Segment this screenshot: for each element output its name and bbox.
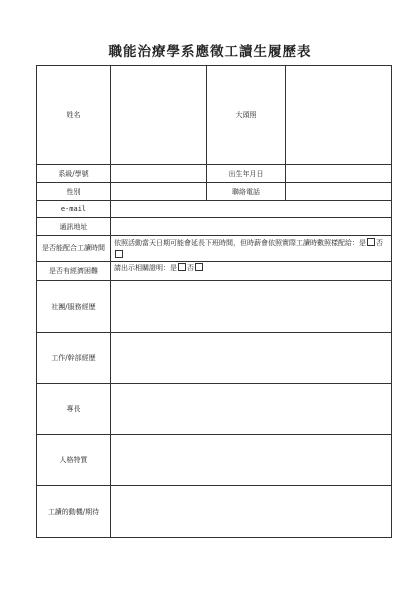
gender-label-cell bbox=[37, 183, 111, 201]
hardship-field bbox=[111, 262, 392, 281]
row-dept-birth bbox=[37, 165, 392, 183]
phone-label-cell bbox=[207, 183, 286, 201]
gender-label: 性別 bbox=[66, 187, 81, 196]
name-field[interactable] bbox=[111, 66, 207, 165]
hardship-label-cell bbox=[37, 262, 111, 281]
personality-field[interactable] bbox=[111, 435, 392, 486]
email-label-cell bbox=[37, 201, 111, 218]
email-field[interactable] bbox=[111, 201, 392, 218]
hardship-no-label: 否 bbox=[187, 264, 194, 272]
skills-label-cell bbox=[37, 384, 111, 435]
phone-field[interactable] bbox=[286, 183, 392, 201]
birthdate-label-cell bbox=[207, 165, 286, 183]
birthdate-label: 出生年月日 bbox=[228, 169, 264, 178]
overtime-label: 是否能配合工讀時間 bbox=[42, 244, 105, 252]
row-work bbox=[37, 333, 392, 384]
dept-id-label: 系級/學號 bbox=[58, 169, 89, 178]
personality-label: 人格特質 bbox=[59, 456, 88, 464]
phone-label: 聯絡電話 bbox=[232, 187, 260, 196]
row-clubs bbox=[37, 281, 392, 333]
form-title: 職能治療學系應徵工讀生履歷表 bbox=[108, 44, 312, 60]
photo-field[interactable] bbox=[286, 66, 392, 165]
row-personality bbox=[37, 435, 392, 486]
hardship-note: 請出示相關證明：是 bbox=[114, 264, 177, 272]
row-address bbox=[37, 218, 392, 236]
photo-label: 大頭照 bbox=[235, 111, 257, 119]
overtime-yes-checkbox[interactable] bbox=[367, 238, 375, 246]
row-gender-phone bbox=[37, 183, 392, 201]
row-email bbox=[37, 201, 392, 218]
address-label: 通訊地址 bbox=[59, 222, 88, 231]
row-motivation bbox=[37, 486, 392, 538]
overtime-no-label: 否 bbox=[376, 238, 383, 247]
email-label: e-mail bbox=[60, 205, 87, 213]
clubs-label: 社團/服務經歷 bbox=[51, 302, 96, 311]
work-label: 工作/幹部經歷 bbox=[51, 354, 96, 362]
dept-id-field[interactable] bbox=[111, 165, 207, 183]
photo-label-cell bbox=[207, 66, 286, 165]
gender-field[interactable] bbox=[111, 183, 207, 201]
name-label: 姓名 bbox=[66, 111, 81, 119]
resume-form-table bbox=[36, 65, 392, 538]
motivation-label-cell bbox=[37, 486, 111, 538]
address-field[interactable] bbox=[111, 218, 392, 236]
row-skills bbox=[37, 384, 392, 435]
overtime-note: 依照活動當天日期可能會延長下班時間，但時薪會依照實際工讀時數照樣配給：是 bbox=[114, 238, 366, 247]
overtime-field bbox=[111, 236, 392, 262]
hardship-yes-checkbox[interactable] bbox=[178, 263, 186, 271]
motivation-label: 工讀的動機/期待 bbox=[47, 507, 100, 516]
clubs-label-cell bbox=[37, 281, 111, 333]
address-label-cell bbox=[37, 218, 111, 236]
name-label-cell bbox=[37, 66, 111, 165]
row-hardship bbox=[37, 262, 392, 281]
personality-label-cell bbox=[37, 435, 111, 486]
birthdate-field[interactable] bbox=[286, 165, 392, 183]
clubs-field[interactable] bbox=[111, 281, 392, 333]
work-label-cell bbox=[37, 333, 111, 384]
work-field[interactable] bbox=[111, 333, 392, 384]
hardship-no-checkbox[interactable] bbox=[195, 263, 203, 271]
skills-field[interactable] bbox=[111, 384, 392, 435]
overtime-no-checkbox[interactable] bbox=[115, 250, 123, 258]
dept-id-label-cell bbox=[37, 165, 111, 183]
overtime-label-cell bbox=[37, 236, 111, 262]
row-overtime bbox=[37, 236, 392, 262]
motivation-field[interactable] bbox=[111, 486, 392, 538]
skills-label: 專長 bbox=[66, 405, 81, 413]
row-name-photo bbox=[37, 66, 392, 165]
hardship-label: 是否有經濟困難 bbox=[49, 267, 98, 275]
